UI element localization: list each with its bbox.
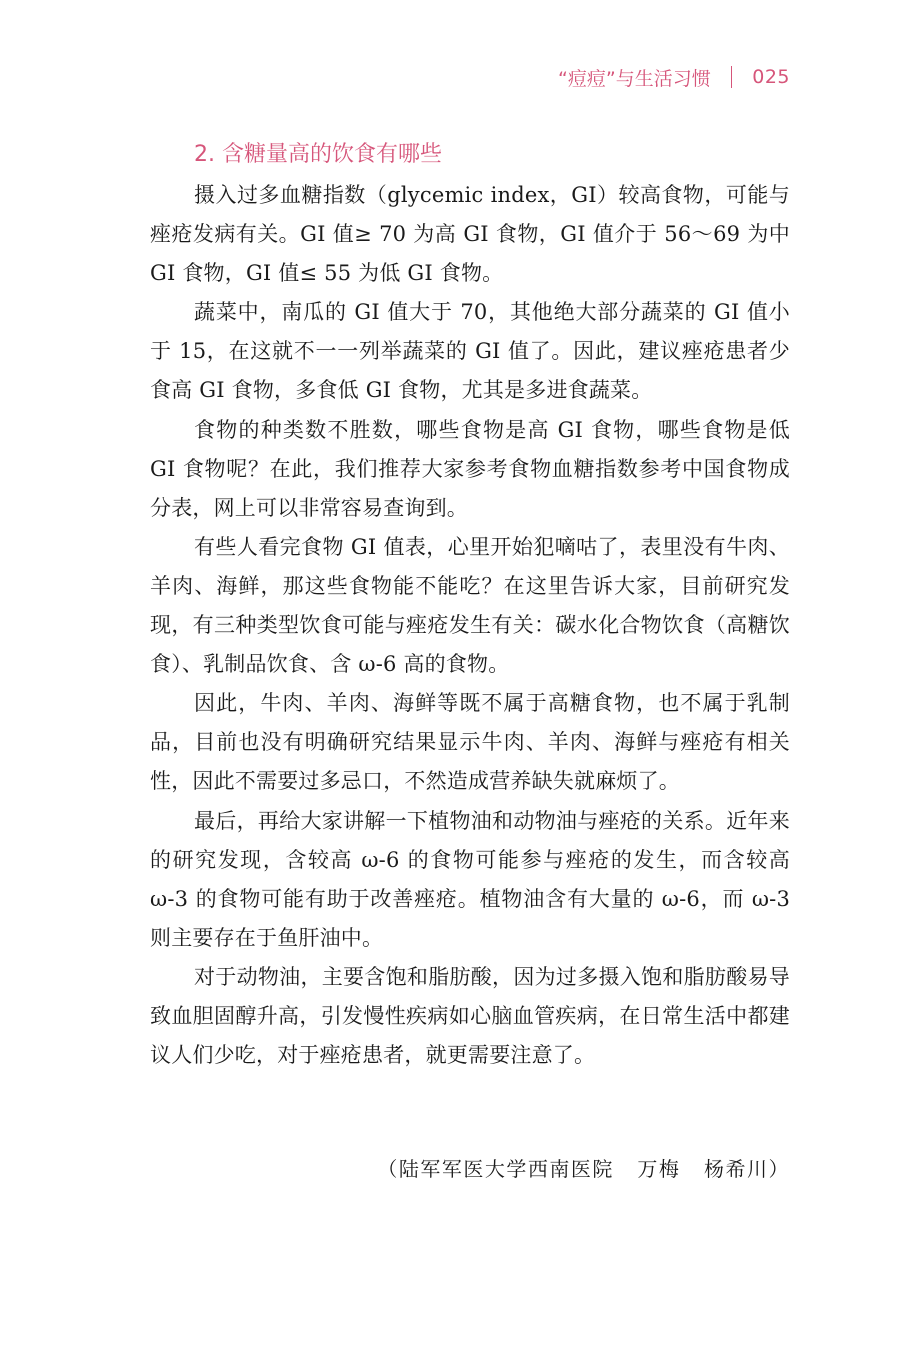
page-number: 025 [752,66,790,88]
paragraph: 最后，再给大家讲解一下植物油和动物油与痤疮的关系。近年来的研究发现，含较高 ω-6 的食物可能参与痤疮的发生，而含较高 ω-3 的食物可能有助于改善痤疮。植物油含有大量的 ω-6，而 ω-3 则主要存在于鱼肝油中。 [150,808,790,950]
paragraph: 因此，牛肉、羊肉、海鲜等既不属于高糖食物，也不属于乳制品，目前也没有明确研究结果显示牛肉、羊肉、海鲜与痤疮有相关性，因此不需要过多忌口，不然造成营养缺失就麻烦了。 [150,691,790,794]
paragraph: 有些人看完食物 GI 值表，心里开始犯嘀咕了，表里没有牛肉、羊肉、海鲜，那这些食物能不能吃？在这里告诉大家，目前研究发现，有三种类型饮食可能与痤疮发生有关：碳水化合物饮食（高糖饮食）、乳制品饮食、含 ω-6 高的食物。 [150,534,790,677]
author-attribution: （陆军军医大学西南医院 万梅 杨希川） [377,1157,790,1181]
paragraph: 摄入过多血糖指数（glycemic index，GI）较高食物，可能与痤疮发病有关。GI 值≥ 70 为高 GI 食物，GI 值介于 56～69 为中 GI 食物，GI 值≤ 55 为低 GI 食物。 [150,183,790,286]
paragraph: 食物的种类数不胜数，哪些食物是高 GI 食物，哪些食物是低 GI 食物呢？在此，我们推荐大家参考食物血糖指数参考中国食物成分表，网上可以非常容易查询到。 [150,417,790,520]
paragraph: 对于动物油，主要含饱和脂肪酸，因为过多摄入饱和脂肪酸易导致血胆固醇升高，引发慢性疾病如心脑血管疾病，在日常生活中都建议人们少吃，对于痤疮患者，就更需要注意了。 [150,964,790,1068]
header-divider [731,66,733,88]
running-title: “痘痘”与生活习惯 [558,67,711,90]
main-content [150,136,790,1075]
running-header [558,60,790,94]
paragraph: 蔬菜中，南瓜的 GI 值大于 70，其他绝大部分蔬菜的 GI 值小于 15，在这就不一一列举蔬菜的 GI 值了。因此，建议痤疮患者少食高 GI 食物，多食低 GI 食物，尤其是多进食蔬菜。 [150,300,790,403]
section-heading: 2. 含糖量高的饮食有哪些 [194,142,442,167]
